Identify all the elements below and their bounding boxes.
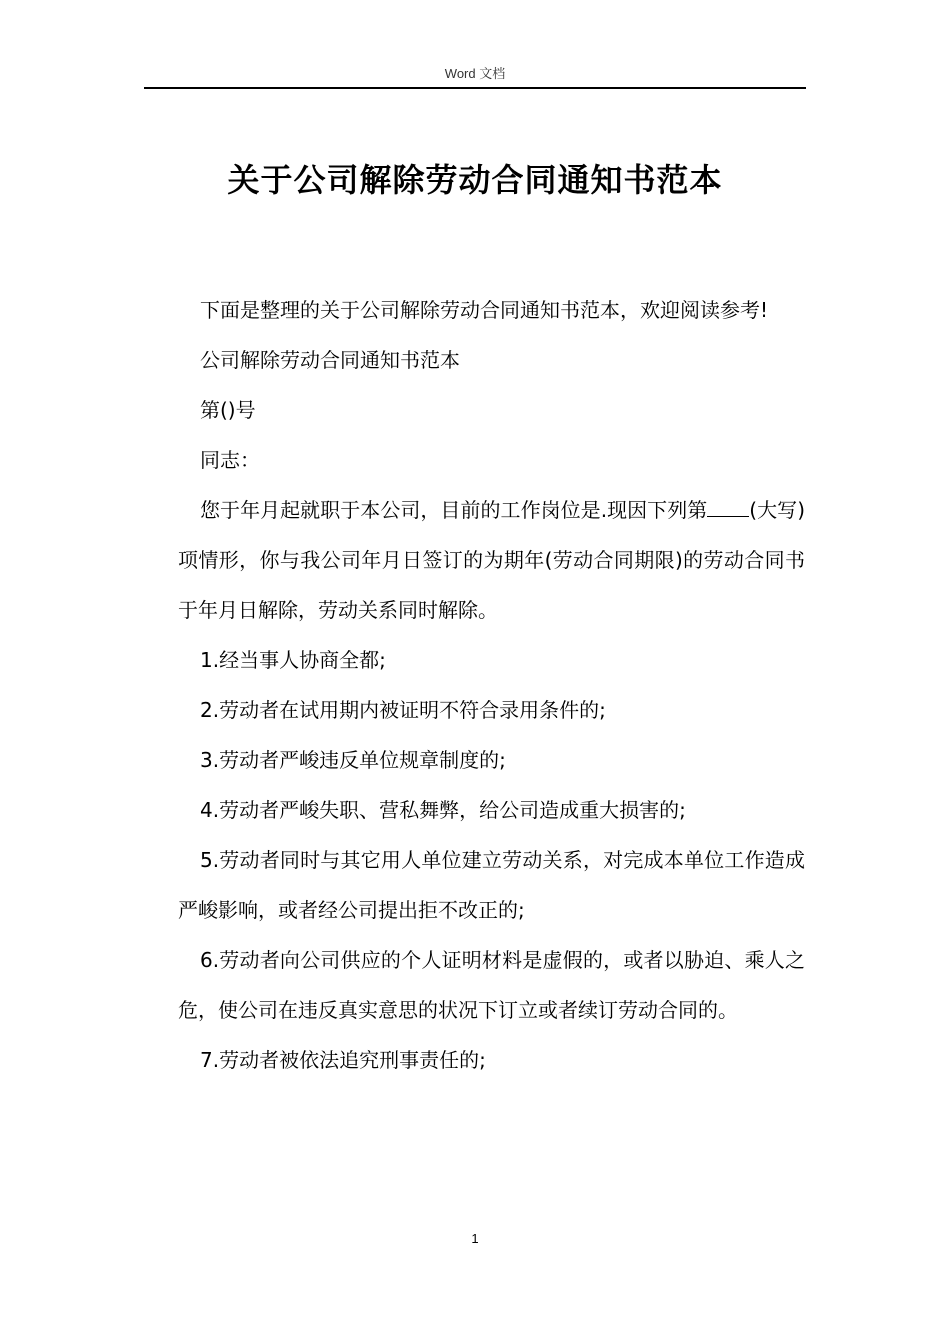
clause-item-7: 7.劳动者被依法追究刑事责任的;: [200, 1048, 486, 1072]
employment-paragraph-lead: 您于年月起就职于本公司，目前的工作岗位是.现因下列第: [200, 498, 708, 522]
clause-item-6: 6.劳动者向公司供应的个人证明材料是虚假的，或者以胁迫、乘人之危，使公司在违反真实意思的状况下订立或者续订劳动合同的。: [178, 948, 805, 1022]
document-title: 关于公司解除劳动合同通知书范本: [227, 161, 723, 199]
header-divider: [144, 87, 806, 89]
page-header: Word 文档: [444, 66, 506, 81]
employment-paragraph-rest: (大写)项情形，你与我公司年月日签订的为期年(劳动合同期限)的劳动合同书于年月日解除，劳动关系同时解除。: [178, 498, 806, 622]
clause-item-1: 1.经当事人协商全都;: [200, 648, 386, 672]
clause-item-5: 5.劳动者同时与其它用人单位建立劳动关系，对完成本单位工作造成严峻影响，或者经公司提出拒不改正的;: [178, 848, 805, 922]
notice-number: 第()号: [200, 398, 256, 422]
page-number: 1: [471, 1231, 479, 1246]
document-body: [178, 285, 805, 1085]
clause-item-4: 4.劳动者严峻失职、营私舞弊，给公司造成重大损害的;: [200, 798, 686, 822]
notice-heading: 公司解除劳动合同通知书范本: [200, 348, 460, 372]
blank-fill-line: [707, 498, 749, 517]
addressee-line: 同志：: [200, 448, 260, 472]
clause-item-3: 3.劳动者严峻违反单位规章制度的;: [200, 748, 506, 772]
clause-item-2: 2.劳动者在试用期内被证明不符合录用条件的;: [200, 698, 606, 722]
intro-paragraph: 下面是整理的关于公司解除劳动合同通知书范本，欢迎阅读参考!: [200, 298, 769, 322]
employment-paragraph: [178, 485, 805, 635]
